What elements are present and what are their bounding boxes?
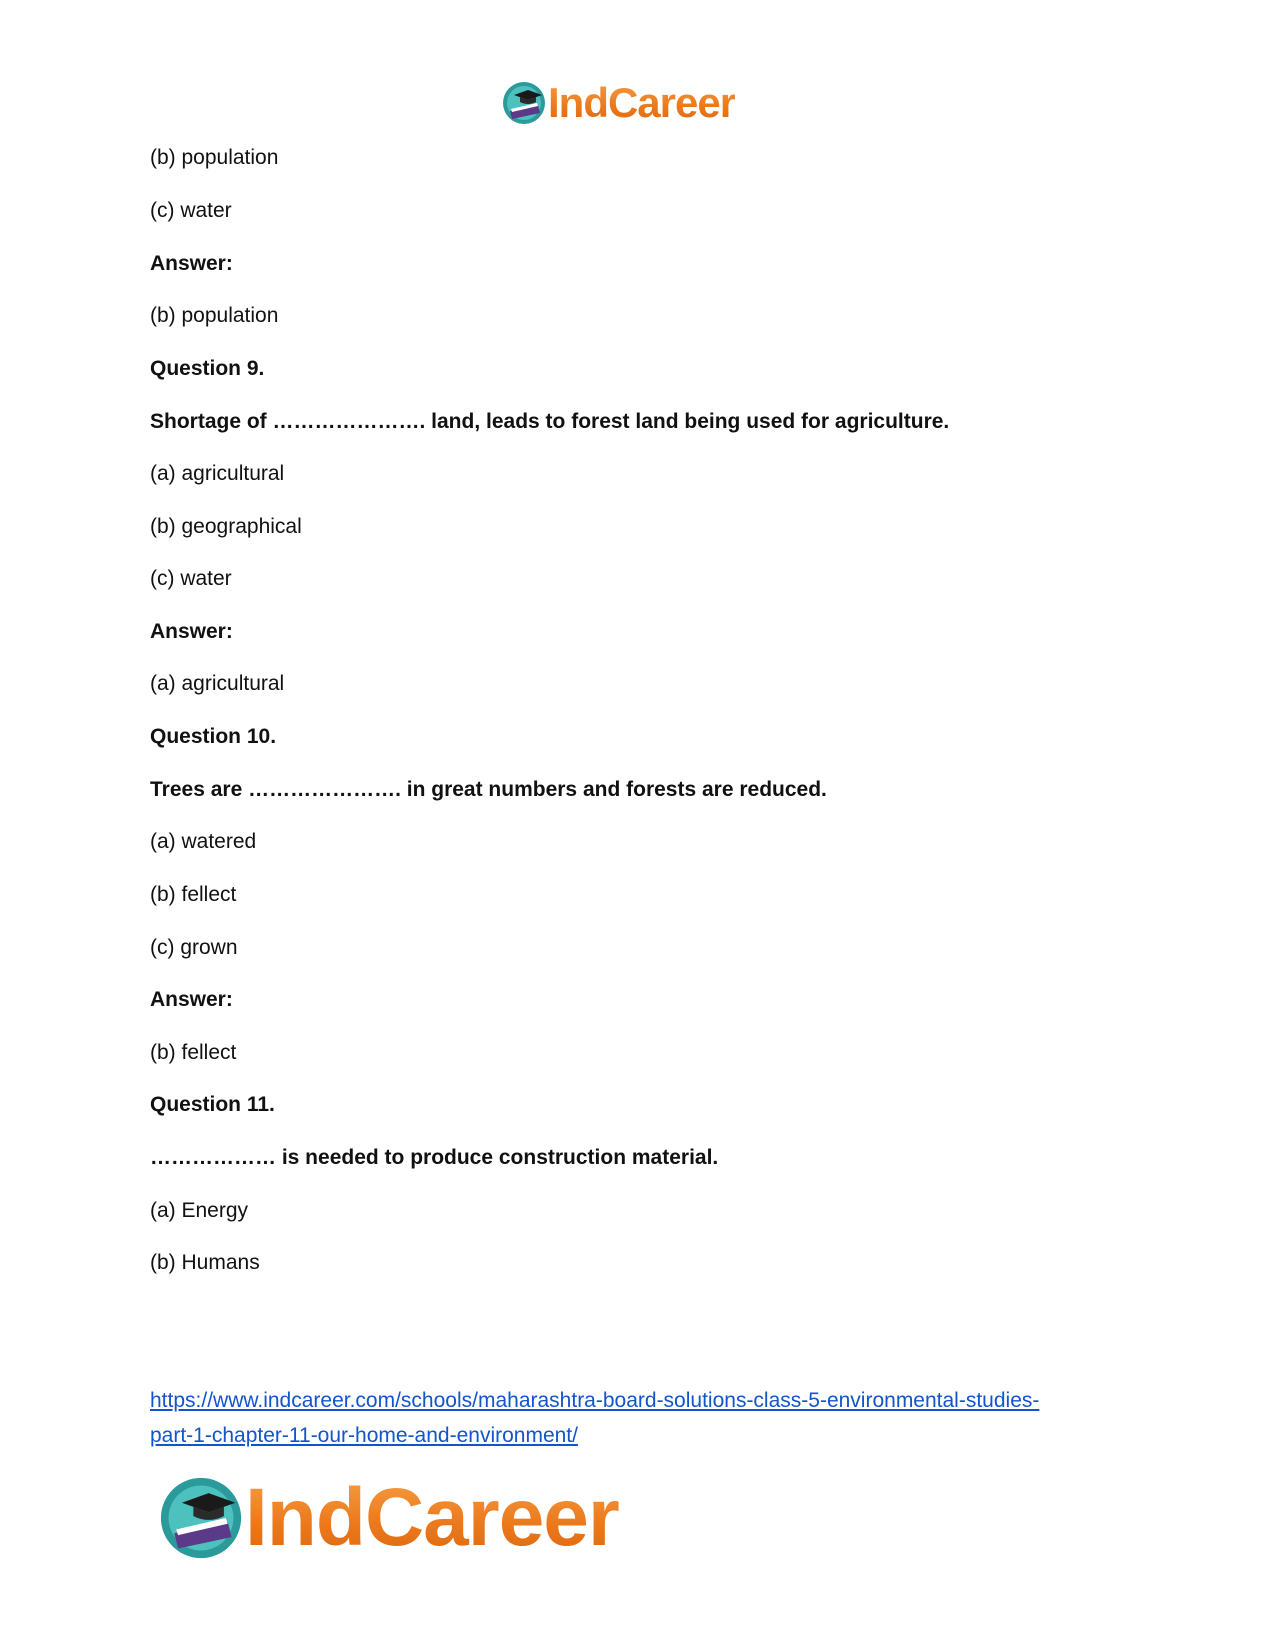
answer-value: (b) population	[150, 304, 279, 327]
question-text: Shortage of …………………. land, leads to forest land being used for agriculture.	[150, 410, 950, 433]
option-b: (b) geographical	[150, 515, 302, 538]
question-text: Trees are …………………. in great numbers and forests are reduced.	[150, 778, 827, 801]
option-c-water: (c) water	[150, 199, 232, 222]
logo-text: IndCareer	[245, 1470, 619, 1566]
answer-label: Answer:	[150, 252, 233, 275]
graduation-cap-book-icon	[159, 1476, 243, 1560]
logo-text: IndCareer	[548, 76, 735, 130]
footer-logo	[159, 1470, 619, 1566]
graduation-cap-book-icon	[502, 81, 546, 125]
option-b-population: (b) population	[150, 146, 279, 169]
answer-label: Answer:	[150, 988, 233, 1011]
source-link[interactable]	[150, 1383, 1130, 1453]
option-c: (c) water	[150, 567, 232, 590]
question-heading: Question 9.	[150, 357, 265, 380]
question-heading: Question 10.	[150, 725, 277, 748]
option-b: (b) Humans	[150, 1251, 260, 1274]
option-b: (b) fellect	[150, 883, 237, 906]
answer-value: (a) agricultural	[150, 672, 285, 695]
question-heading: Question 11.	[150, 1093, 275, 1116]
option-a: (a) agricultural	[150, 462, 285, 485]
option-c: (c) grown	[150, 936, 238, 959]
answer-label: Answer:	[150, 620, 233, 643]
answer-value: (b) fellect	[150, 1041, 237, 1064]
option-a: (a) Energy	[150, 1199, 249, 1222]
option-a: (a) watered	[150, 830, 257, 853]
source-link-line-2[interactable]: part-1-chapter-11-our-home-and-environment/	[150, 1424, 578, 1447]
question-text: ……………… is needed to produce construction material.	[150, 1146, 719, 1169]
header-logo	[502, 76, 735, 130]
source-link-line-1[interactable]: https://www.indcareer.com/schools/maharashtra-board-solutions-class-5-environmental-studies-	[150, 1389, 1040, 1412]
